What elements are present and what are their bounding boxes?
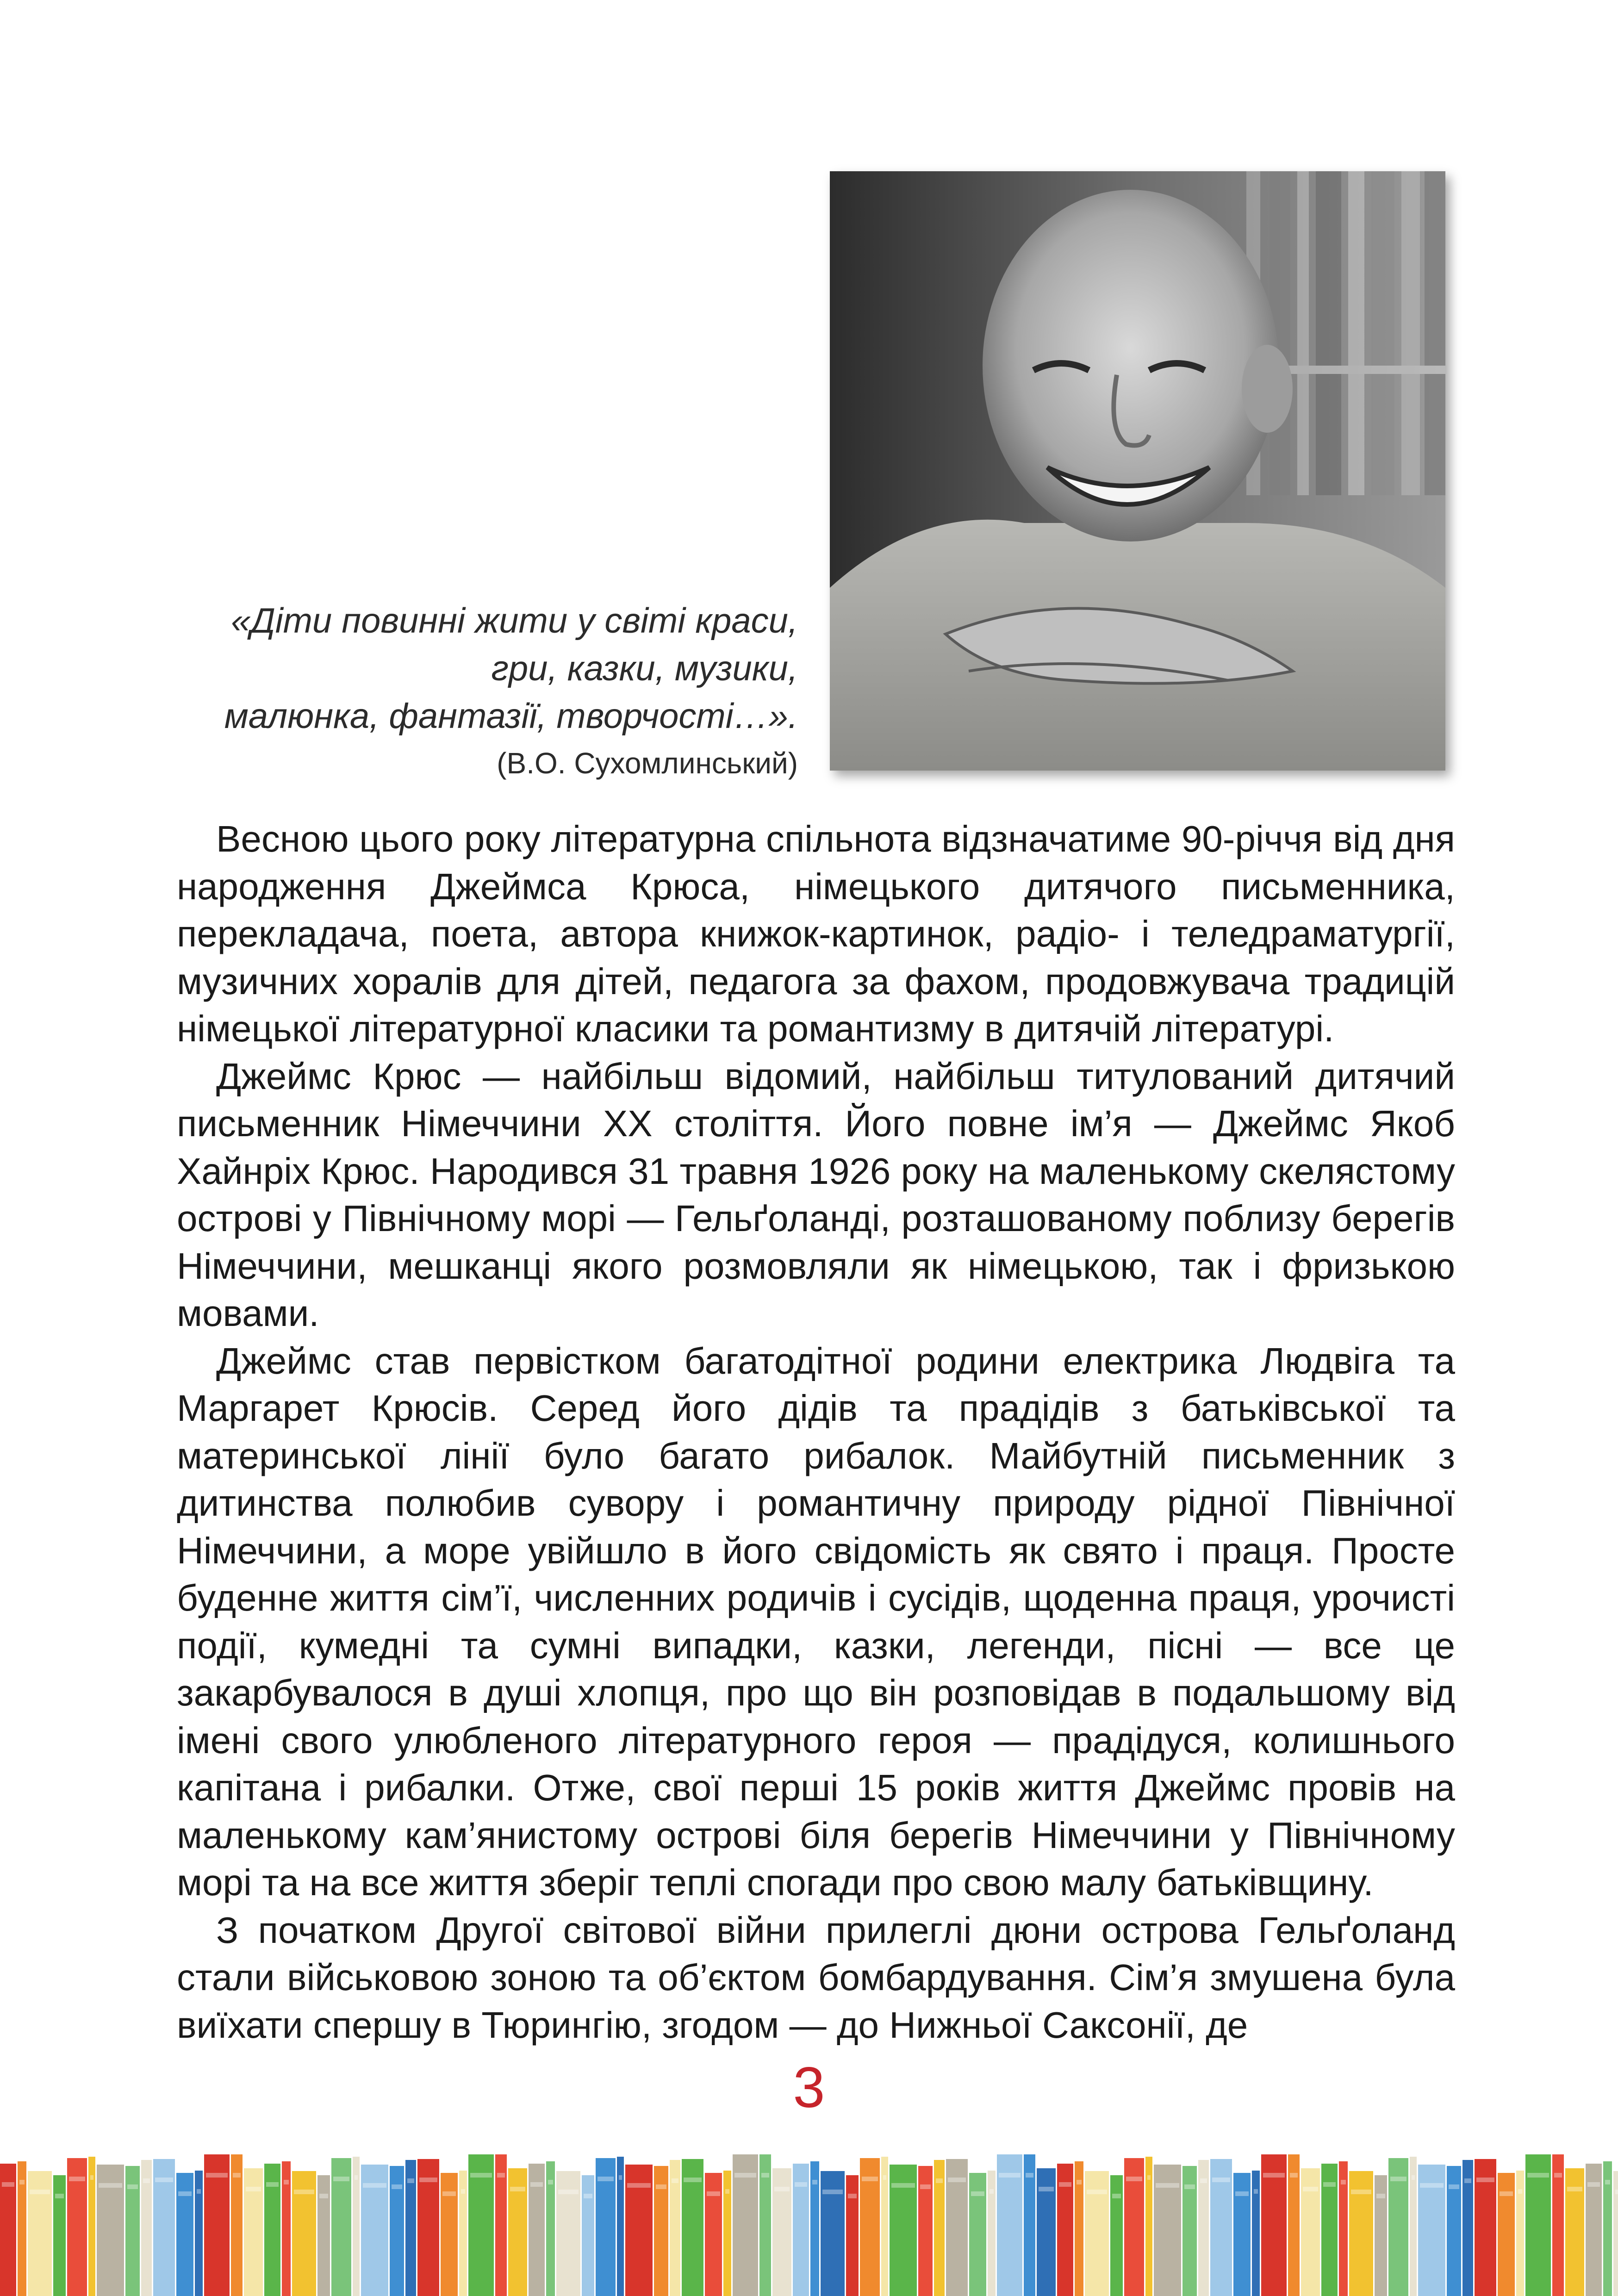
book-band <box>69 2177 85 2181</box>
book-band <box>90 2175 93 2180</box>
book-band <box>707 2191 720 2196</box>
book-band <box>55 2194 64 2198</box>
book-band <box>761 2173 769 2178</box>
book-band <box>619 2175 622 2180</box>
book-band <box>1567 2187 1582 2191</box>
book-band <box>891 2183 915 2188</box>
books-illustration <box>0 2154 1618 2296</box>
book-band <box>1527 2173 1549 2178</box>
book-band <box>1390 2177 1406 2181</box>
book-spine <box>317 2175 330 2296</box>
quote-line: малюнка, фантазії, творчості…». <box>224 697 798 736</box>
book-band <box>672 2178 678 2183</box>
book-band <box>319 2194 328 2198</box>
book-band <box>1254 2189 1258 2194</box>
book-band <box>684 2178 702 2182</box>
book-band <box>419 2178 437 2182</box>
book-band <box>461 2189 465 2194</box>
paragraph: Весною цього року літературна спільнота відзначатиме 90-річчя від дня народження Джеймса Крюса, німецького дитячого письменника, перекладача, поета, автора книжок-картинок, радіо- і теледраматургії, музичних хоралів для дітей, педагога за фахом, продовжувача традицій німецької літературної класики та романтизму в дитячій літературі. <box>177 818 1455 1049</box>
book-band <box>1077 2180 1082 2184</box>
book-band <box>197 2189 201 2194</box>
book-band <box>178 2191 192 2196</box>
book-band <box>355 2175 358 2180</box>
article-body <box>177 815 1455 2049</box>
author-portrait <box>830 171 1445 771</box>
book-band <box>127 2184 138 2189</box>
book-spine <box>1498 2173 1515 2296</box>
quote-line: гри, казки, музики, <box>491 649 798 688</box>
book-band <box>246 2187 261 2191</box>
book-band <box>1156 2183 1179 2188</box>
book-band <box>19 2180 25 2184</box>
book-spine <box>1233 2173 1251 2296</box>
book-band <box>530 2182 543 2187</box>
book-band <box>1112 2194 1121 2198</box>
book-band <box>734 2173 756 2178</box>
book-band <box>1587 2182 1600 2187</box>
book-band <box>971 2191 984 2196</box>
book-band <box>1341 2180 1346 2184</box>
quote-author: (В.О. Сухомлинський) <box>497 747 798 780</box>
book-band <box>584 2194 592 2198</box>
book-band <box>627 2183 651 2188</box>
book-spine <box>705 2173 722 2296</box>
book-band <box>1420 2183 1444 2188</box>
book-band <box>1212 2178 1230 2182</box>
book-band <box>1554 2173 1562 2178</box>
book-band <box>30 2190 50 2194</box>
book-band <box>1323 2182 1336 2187</box>
book-band <box>442 2191 456 2196</box>
book-band <box>948 2178 966 2182</box>
bookshelf-decoration <box>0 2154 1618 2296</box>
book-band <box>1184 2184 1195 2189</box>
book-band <box>656 2184 666 2189</box>
book-band <box>548 2180 553 2184</box>
book-band <box>848 2194 857 2198</box>
book-spine <box>846 2175 859 2296</box>
book-band <box>143 2178 150 2183</box>
book-band <box>1464 2178 1471 2183</box>
book-band <box>725 2189 729 2194</box>
book-band <box>1263 2173 1285 2178</box>
book-spine <box>441 2173 458 2296</box>
book-band <box>1412 2175 1415 2180</box>
paragraph: З початком Другої світової війни прилеглі дюни острова Гельґоланд стали військовою зоною та об’єктом бомбардування. Сім’я змушена була виїхати спершу в Тюрингію, згодом — до Нижньої Саксонії, де <box>177 1909 1455 2046</box>
book-band <box>1605 2180 1610 2184</box>
book-band <box>1126 2177 1142 2181</box>
book-band <box>266 2182 279 2187</box>
book-band <box>1518 2189 1522 2194</box>
book-spine <box>176 2173 193 2296</box>
page-number: 3 <box>793 2056 825 2120</box>
book-spine <box>582 2175 594 2296</box>
book-band <box>155 2178 173 2182</box>
book-band <box>284 2180 289 2184</box>
book-band <box>558 2190 579 2194</box>
book-band <box>1290 2173 1298 2178</box>
book-band <box>812 2180 817 2184</box>
book-band <box>989 2189 994 2194</box>
paragraph: Джеймс Крюс — найбільш відомий, найбільш титулований дитячий письменник Німеччини XX століття. Його повне ім’я — Джеймс Якоб Хайнріх Крюс. Народився 31 травня 1926 року на маленькому скелястому острові у Північному морі — Гельґоланді, розташованому поблизу берегів Німеччини, мешканці якого розмовляли як німецькою, так і фризькою мовами. <box>177 1055 1455 1334</box>
book-band <box>206 2173 228 2178</box>
book-band <box>1476 2178 1494 2182</box>
paragraph: Джеймс став первістком багатодітної родини електрика Людвіга та Маргарет Крюсів. Серед його дідів та прадідів з батьківської та материнської лінії було багато рибалок. Майбутній письменник з дитинства полюбив сувору і романтичну природу рідної Північної Німеччини, а море увійшло в його свідомість як свято і праця. Просте буденне життя сім’ї, численних родичів і сусідів, щоденна праця, урочисті події, кумедні та сумні випадки, казки, легенди, пісні — все це закарбувалося в душі хлопця, про що він розповідав в подальшому від імені свого улюбленого літературного героя — прадідуся, колишнього капітана і рибалки. Отже, свої перші 15 років життя Джеймс провів на маленькому кам’янистому острові біля берегів Німеччини у Північному морі та на все життя зберіг теплі спогади про свою малу батьківщину. <box>177 1340 1455 1903</box>
book-band <box>999 2173 1021 2178</box>
book-band <box>1059 2182 1071 2187</box>
book-band <box>1235 2191 1249 2196</box>
book-band <box>510 2187 525 2191</box>
book-band <box>2 2182 14 2187</box>
book-band <box>497 2173 505 2178</box>
book-band <box>795 2182 807 2187</box>
book-band <box>392 2184 402 2189</box>
book-band <box>920 2184 931 2189</box>
book-band <box>1147 2175 1151 2180</box>
book-spine <box>1375 2175 1387 2296</box>
book-band <box>470 2173 492 2178</box>
book-band <box>774 2187 790 2191</box>
book-band <box>1087 2190 1107 2194</box>
book-band <box>1039 2187 1054 2191</box>
epigraph-quote <box>150 597 798 786</box>
book-band <box>1351 2190 1371 2194</box>
book-band <box>99 2183 122 2188</box>
book-band <box>597 2177 614 2181</box>
quote-line: «Діти повинні жити у світі краси, <box>230 601 798 641</box>
book-band <box>294 2190 314 2194</box>
book-band <box>862 2177 878 2181</box>
book-spine <box>969 2173 986 2296</box>
book-band <box>1200 2178 1207 2183</box>
book-band <box>1500 2191 1513 2196</box>
book-band <box>363 2183 386 2188</box>
book-band <box>407 2178 414 2183</box>
book-band <box>1615 2190 1618 2194</box>
book-band <box>1026 2173 1033 2178</box>
book-spine <box>53 2175 66 2296</box>
book-band <box>1449 2184 1459 2189</box>
book-band <box>1376 2194 1385 2198</box>
book-band <box>233 2173 241 2178</box>
book-band <box>822 2190 843 2194</box>
book-band <box>333 2177 349 2181</box>
book-spine <box>1110 2175 1123 2296</box>
book-band <box>1303 2187 1318 2191</box>
book-band <box>936 2178 943 2183</box>
book-band <box>883 2175 886 2180</box>
portrait-image <box>830 171 1445 771</box>
